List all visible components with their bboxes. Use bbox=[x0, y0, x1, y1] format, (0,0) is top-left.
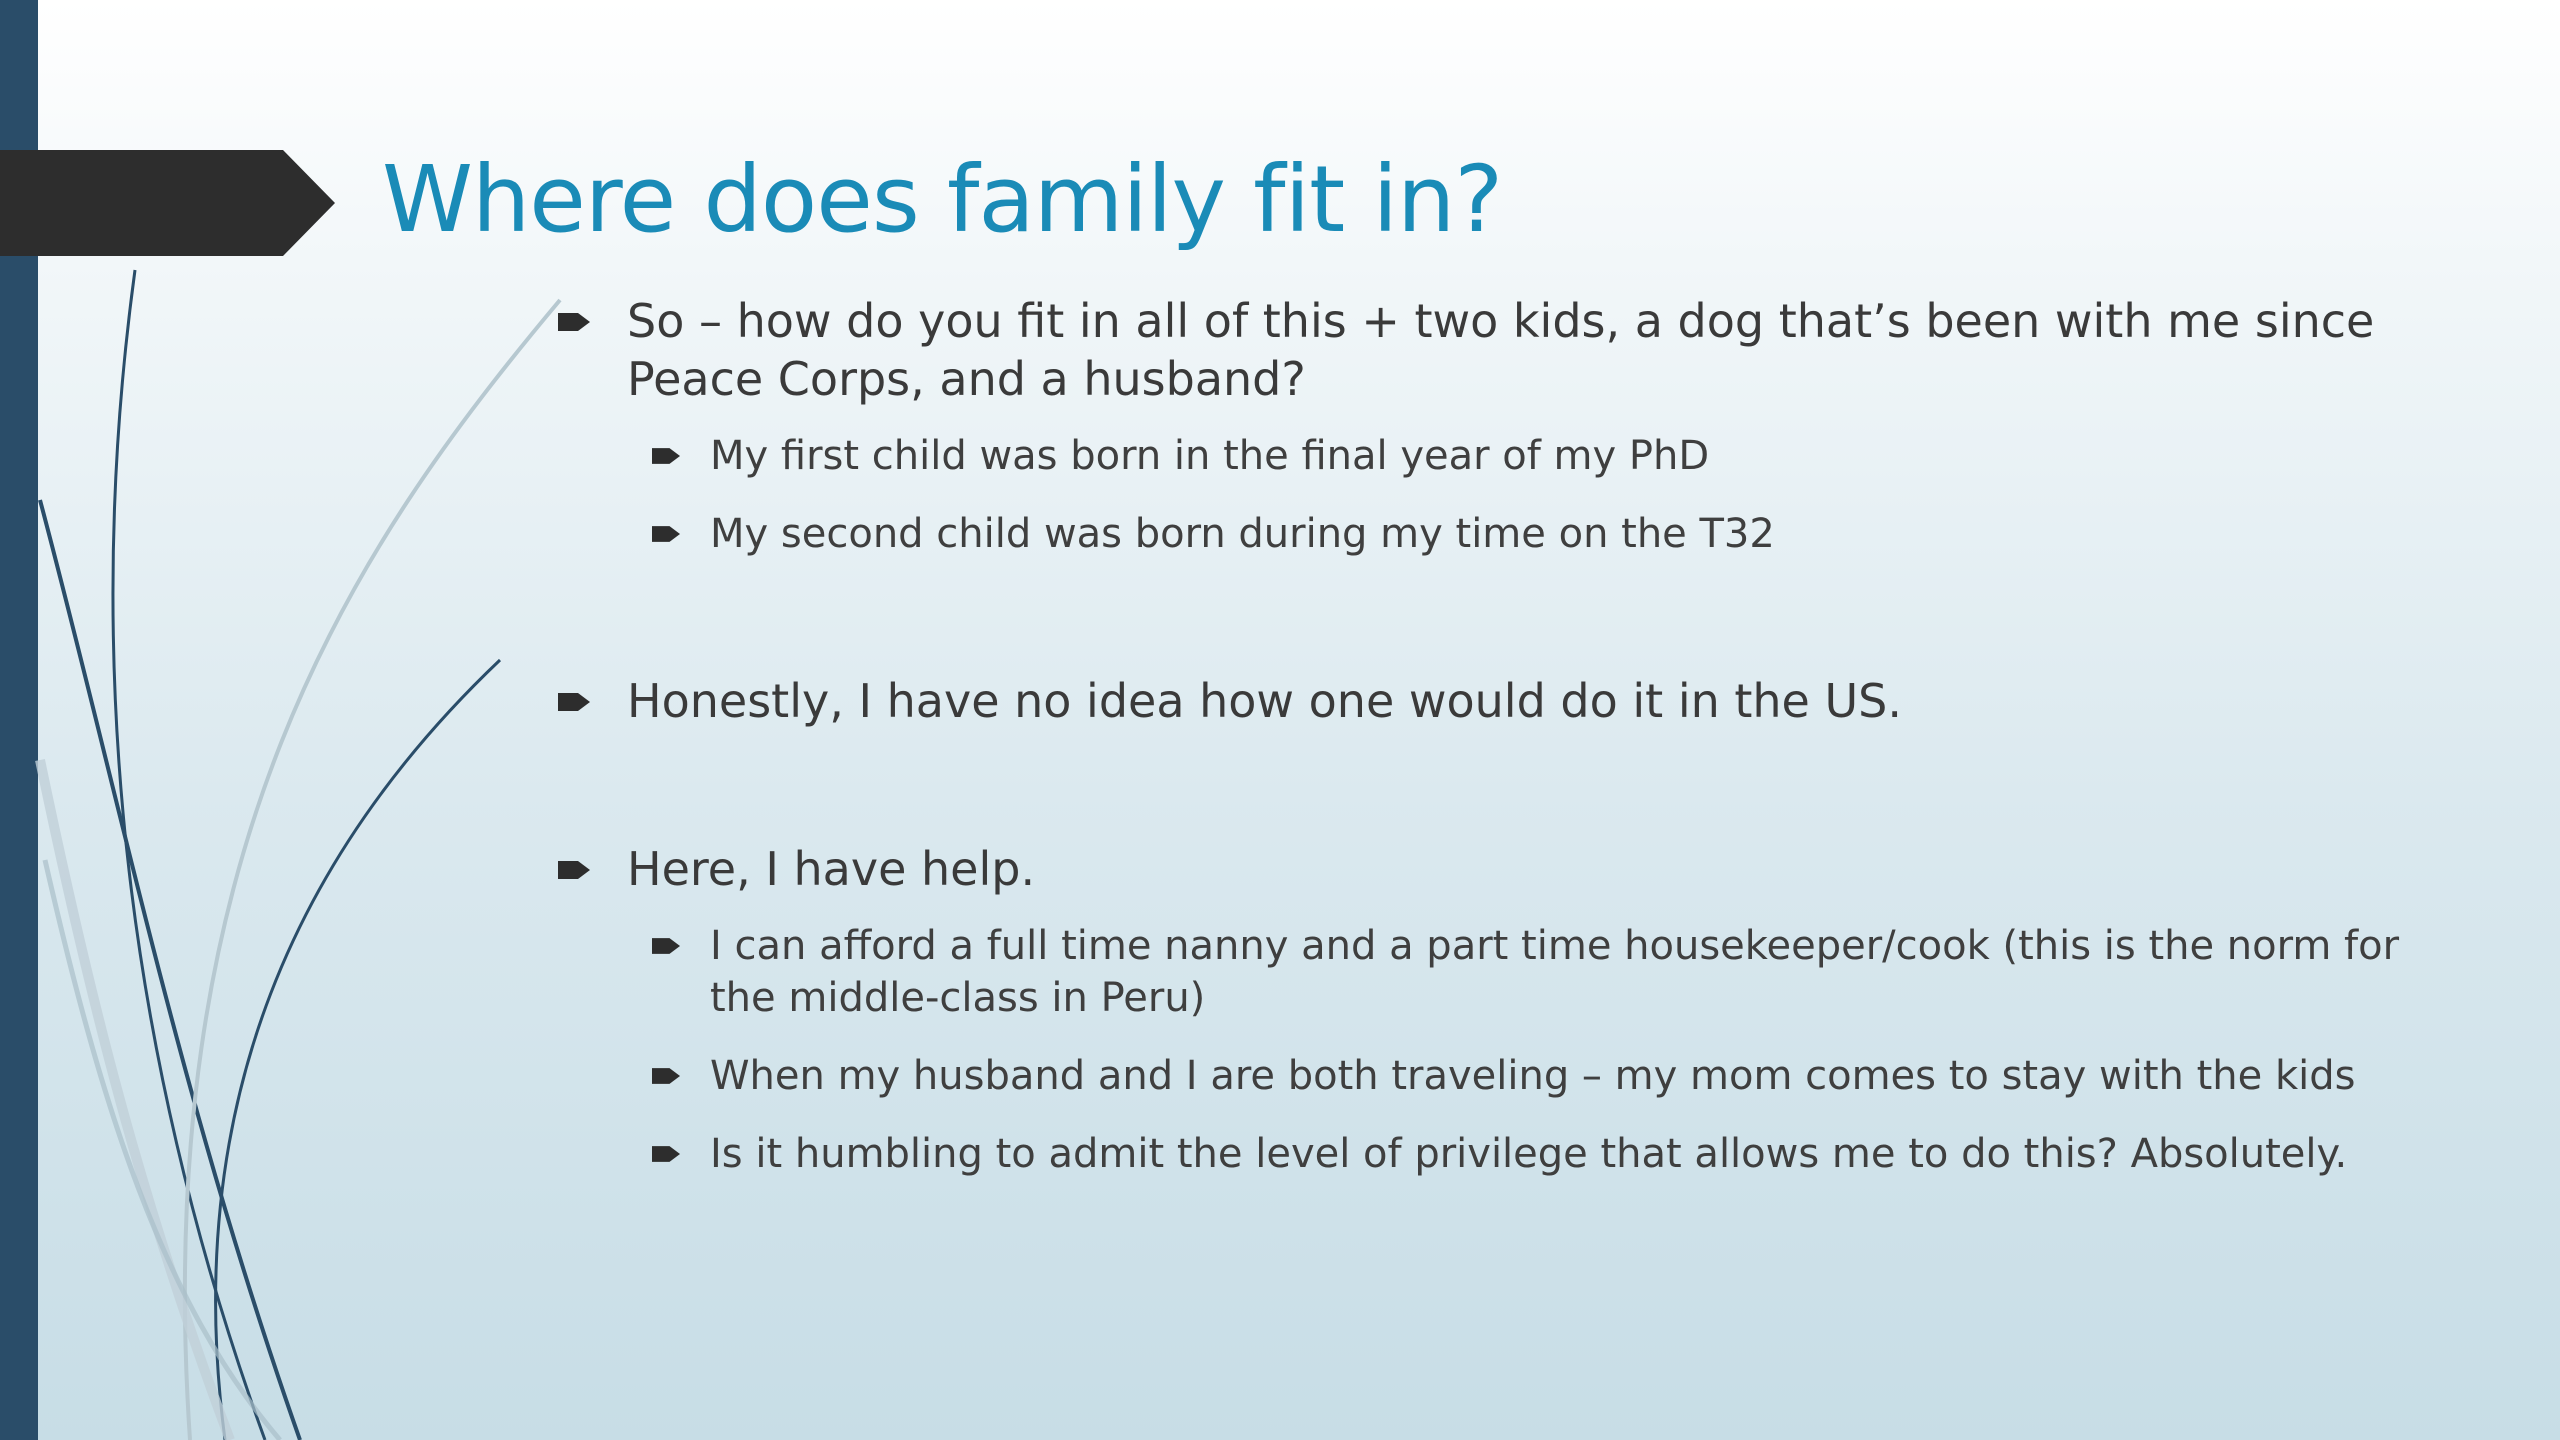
arrow-bullet-icon bbox=[652, 1050, 684, 1102]
arrow-bullet-icon bbox=[652, 508, 684, 560]
arrow-bullet-icon bbox=[558, 292, 590, 408]
slide-title: Where does family fit in? bbox=[382, 146, 1503, 253]
sub-bullet-item bbox=[552, 920, 2402, 1024]
bullet-text: So – how do you fit in all of this + two kids, a dog that’s been with me since Peace Corps, and a husband? bbox=[627, 294, 2375, 406]
arrow-bullet-icon bbox=[652, 1128, 684, 1180]
sub-bullet-item bbox=[552, 1050, 2402, 1102]
sub-bullet-item bbox=[552, 1128, 2402, 1180]
sub-bullet-text: I can afford a full time nanny and a part time housekeeper/cook (this is the norm for the middle-class in Peru) bbox=[710, 923, 2400, 1021]
bullet-item bbox=[552, 292, 2402, 408]
title-arrow-shape bbox=[0, 150, 335, 256]
sub-bullet-text: My second child was born during my time on the T32 bbox=[710, 511, 1775, 557]
sub-bullet-text: When my husband and I are both traveling – my mom comes to stay with the kids bbox=[710, 1053, 2356, 1099]
bullet-text: Here, I have help. bbox=[627, 842, 1036, 896]
arrow-bullet-icon bbox=[558, 672, 590, 730]
sub-bullet-text: Is it humbling to admit the level of privilege that allows me to do this? Absolutely. bbox=[710, 1131, 2348, 1177]
bullet-item bbox=[552, 840, 2402, 898]
sub-bullet-text: My first child was born in the final year of my PhD bbox=[710, 433, 1710, 479]
arrow-bullet-icon bbox=[558, 840, 590, 898]
sub-bullet-item bbox=[552, 430, 2402, 482]
arrow-bullet-icon bbox=[652, 430, 684, 482]
arrow-bullet-icon bbox=[652, 920, 684, 1024]
bullet-text: Honestly, I have no idea how one would do it in the US. bbox=[627, 674, 1902, 728]
slide-content bbox=[552, 292, 2402, 1180]
bullet-item bbox=[552, 672, 2402, 730]
sub-bullet-item bbox=[552, 508, 2402, 560]
